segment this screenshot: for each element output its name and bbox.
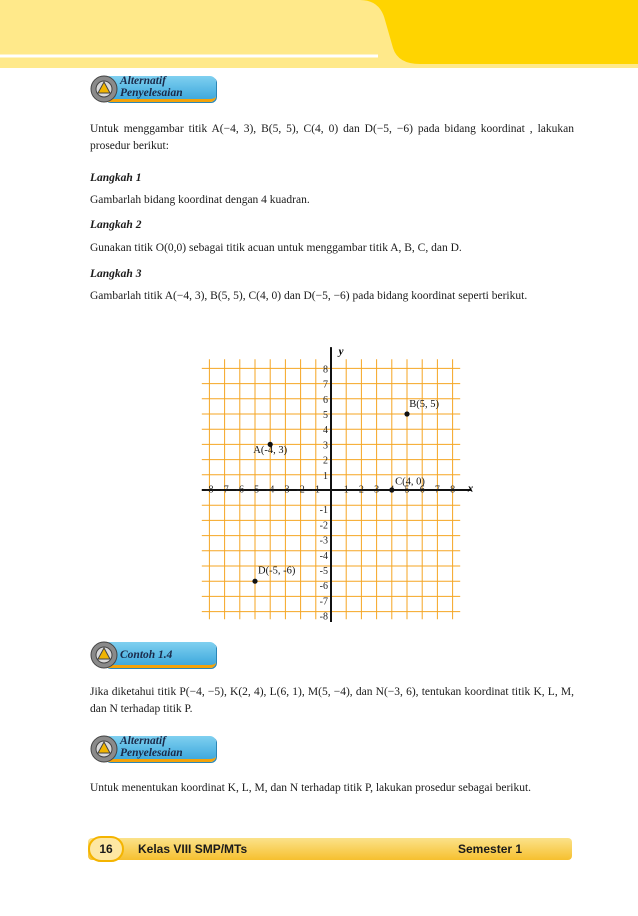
point-label: C(4, 0) — [395, 476, 425, 488]
x-tick-label: -2 — [296, 484, 305, 496]
contoh-badge — [88, 640, 216, 670]
y-tick-label: -5 — [319, 566, 328, 577]
step-3-title: Langkah 3 — [90, 268, 142, 280]
badge-gear-icon — [88, 640, 120, 670]
point-label: A(-4, 3) — [253, 444, 288, 456]
badge-line-2: Penyelesaian — [120, 87, 183, 99]
x-tick-label: -4 — [266, 484, 275, 496]
badge-line-1: Alternatif — [120, 75, 167, 87]
y-tick-label: -2 — [319, 520, 328, 532]
page-number: 16 — [88, 836, 124, 862]
y-tick-label: -1 — [319, 505, 328, 517]
x-tick-label: -1 — [311, 484, 320, 496]
point-label: D(-5, -6) — [258, 565, 296, 577]
x-tick-label: -3 — [281, 484, 290, 496]
x-tick-label: -7 — [220, 484, 229, 496]
x-axis-label: x — [467, 482, 474, 495]
x-tick-label: -5 — [250, 484, 260, 496]
x-tick-label: 6 — [419, 484, 425, 496]
y-tick-label: -4 — [319, 550, 328, 562]
contoh-label: Contoh 1.4 — [120, 649, 173, 661]
badge-line-2: Penyelesaian — [120, 747, 183, 759]
y-tick-label: -7 — [319, 596, 328, 608]
example-paragraph: Jika diketahui titik P(−4, −5), K(2, 4), L(6, 1), M(5, −4), dan N(−3, 6), tentukan koordinat titik K, L, M, dan N terhadap titik P. — [90, 686, 574, 715]
x-tick-label: 5 — [404, 484, 410, 496]
header-band — [0, 0, 638, 68]
y-tick-label: -6 — [319, 581, 328, 593]
step-3-text: Gambarlah titik A(−4, 3), B(5, 5), C(4, 0) dan D(−5, −6) pada bidang koordinat seperti berikut. — [90, 290, 528, 302]
step-2-title: Langkah 2 — [90, 219, 142, 231]
badge-line-1: Alternatif — [120, 735, 167, 747]
alternatif-penyelesaian-badge — [88, 74, 216, 104]
badge-gear-icon — [88, 734, 120, 764]
x-tick-label: -8 — [205, 484, 214, 496]
x-tick-label: 1 — [343, 484, 349, 496]
x-tick-label: 8 — [450, 484, 456, 496]
y-tick-label: 2 — [322, 455, 328, 467]
y-tick-label: 8 — [322, 364, 328, 376]
y-axis-label: y — [338, 345, 344, 358]
y-tick-label: 4 — [322, 425, 328, 437]
x-tick-label: 7 — [434, 484, 440, 496]
y-tick-label: 6 — [322, 394, 328, 406]
step-2-text: Gunakan titik O(0,0) sebagai titik acuan untuk menggambar titik A, B, C, dan D. — [90, 242, 462, 254]
x-tick-label: 2 — [358, 484, 364, 496]
y-tick-label: 3 — [322, 440, 328, 452]
data-point — [252, 579, 257, 584]
intro-paragraph: Untuk menggambar titik A(−4, 3), B(5, 5), C(4, 0) dan D(−5, −6) pada bidang koordinat , lakukan prosedur berikut: — [90, 123, 574, 152]
data-point — [389, 487, 394, 492]
y-tick-label: -3 — [319, 535, 328, 547]
y-tick-label: -8 — [319, 611, 328, 622]
footer-class-label: Kelas VIII SMP/MTs — [138, 842, 248, 856]
x-tick-label: 3 — [374, 484, 380, 496]
step-1-text: Gambarlah bidang koordinat dengan 4 kuadran. — [90, 194, 310, 206]
final-paragraph: Untuk menentukan koordinat K, L, M, dan N terhadap titik P, lakukan prosedur sebagai berikut. — [90, 782, 532, 794]
alternatif-penyelesaian-badge — [88, 734, 216, 764]
coordinate-plane — [190, 336, 480, 622]
y-tick-label: 5 — [322, 410, 328, 421]
data-point — [404, 411, 409, 416]
y-tick-label: 7 — [322, 379, 328, 391]
y-tick-label: 1 — [322, 470, 328, 482]
step-1-title: Langkah 1 — [90, 172, 142, 184]
point-label: B(5, 5) — [409, 399, 440, 411]
x-tick-label: -6 — [235, 484, 244, 496]
badge-gear-icon — [88, 74, 120, 104]
footer-semester-label: Semester 1 — [458, 842, 523, 856]
